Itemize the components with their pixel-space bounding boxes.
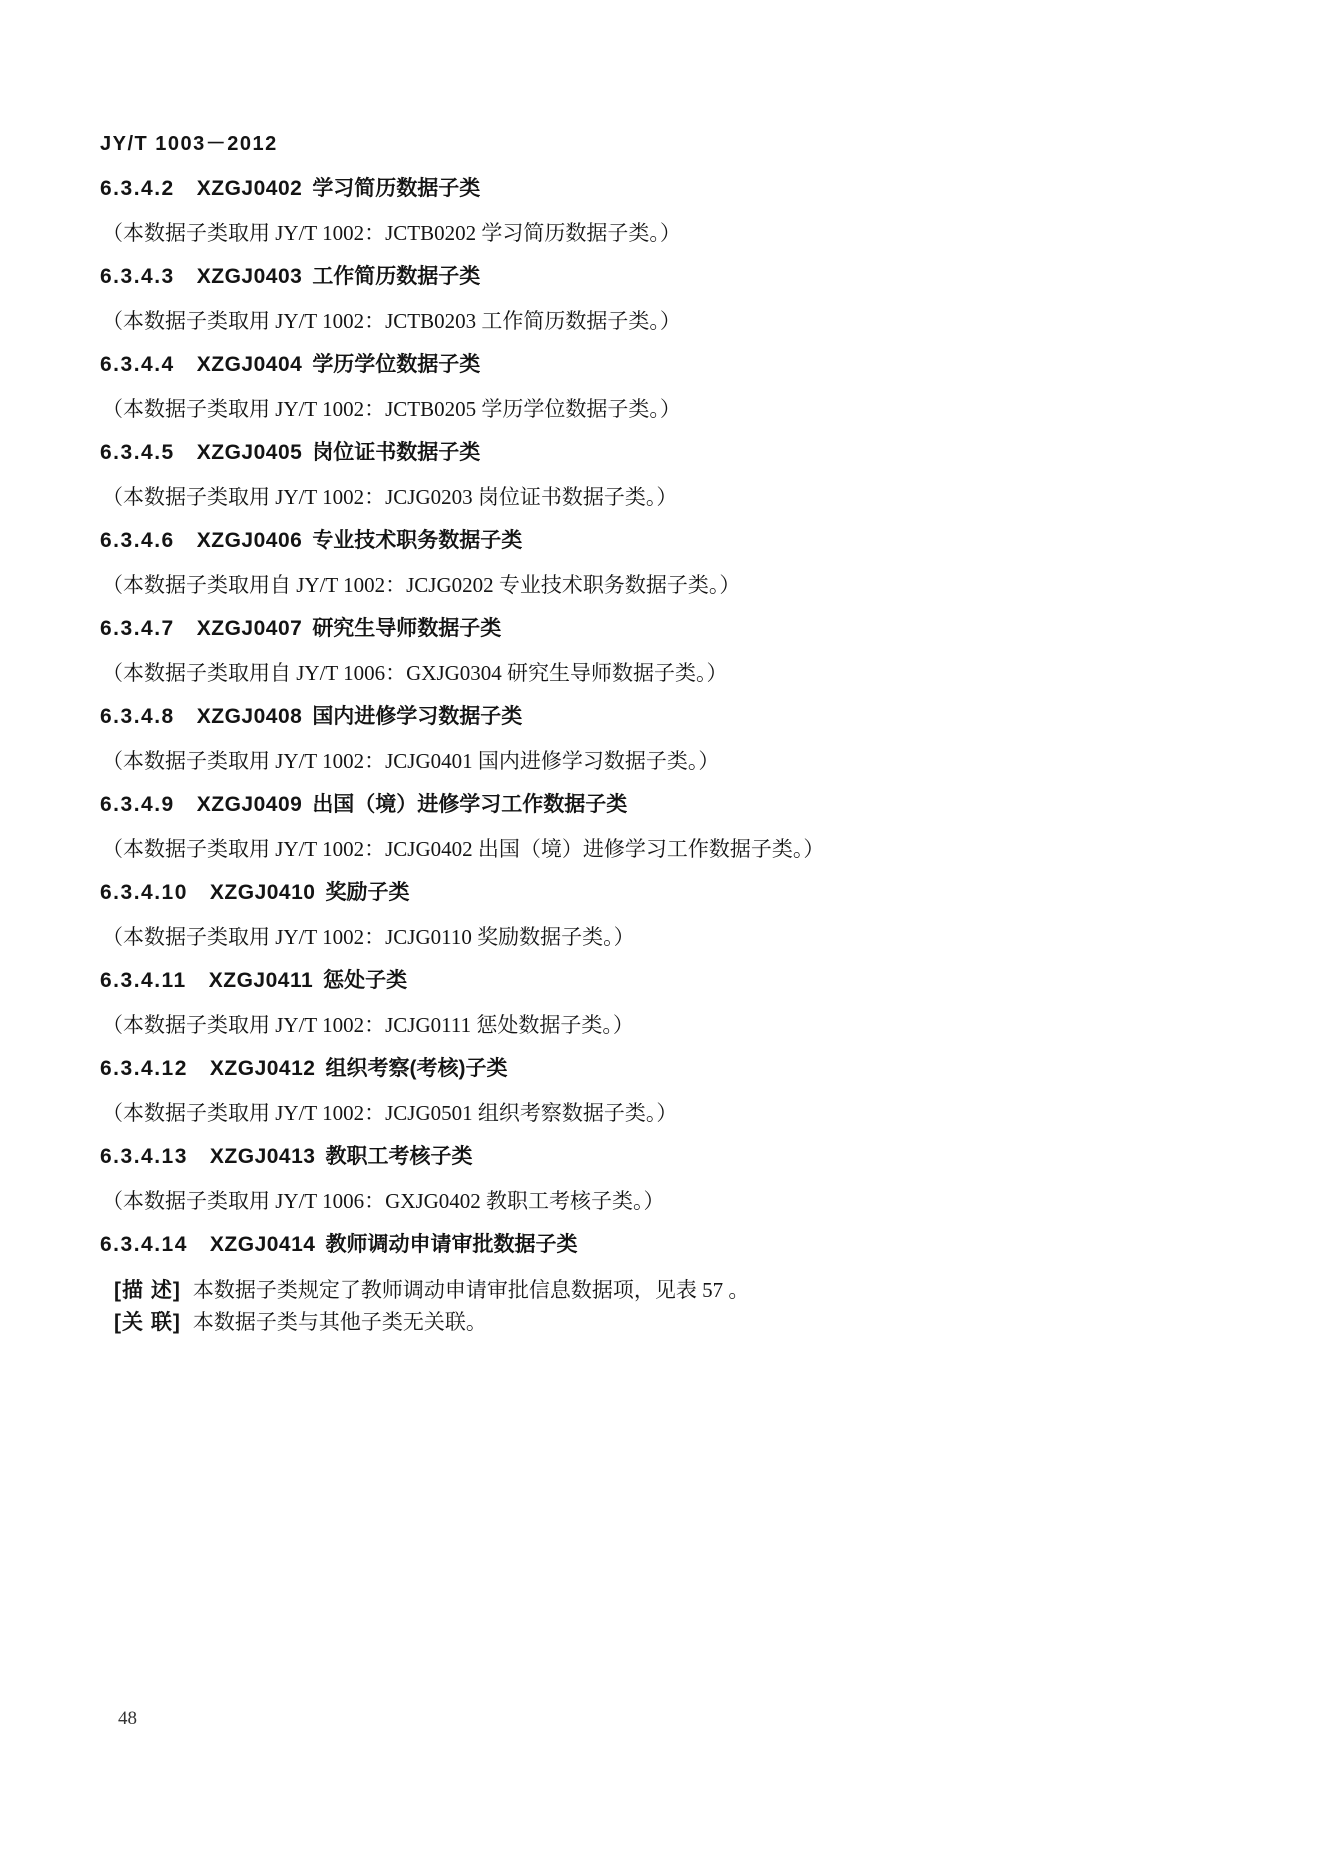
section-code: XZGJ0411	[208, 969, 314, 992]
section-code: XZGJ0403	[196, 265, 303, 288]
relation-label: [关 联]	[114, 1311, 181, 1334]
section-code: XZGJ0404	[196, 353, 303, 376]
section-title: 专业技术职务数据子类	[312, 529, 523, 552]
section	[100, 882, 1233, 948]
section-heading	[100, 794, 1233, 816]
section-number: 6.3.4.14	[100, 1233, 188, 1256]
section-number: 6.3.4.12	[100, 1057, 188, 1080]
section-code: XZGJ0413	[209, 1145, 316, 1168]
description-text: 本数据子类规定了教师调动申请审批信息数据项，见表 57 。	[192, 1278, 750, 1302]
section-number: 6.3.4.6	[100, 529, 175, 552]
section-title: 学习简历数据子类	[312, 177, 481, 200]
section-heading	[100, 266, 1233, 288]
section-note: （本数据子类取用 JY/T 1002：JCJG0203 岗位证书数据子类。）	[102, 485, 678, 509]
section-heading	[100, 1058, 1233, 1080]
section-heading	[100, 706, 1233, 728]
section-note: （本数据子类取用 JY/T 1002：JCJG0402 出国（境）进修学习工作数据子类。）	[102, 837, 825, 861]
section	[100, 706, 1233, 772]
section-title: 惩处子类	[323, 969, 408, 992]
section-title: 学历学位数据子类	[312, 353, 481, 376]
section	[100, 794, 1233, 860]
section-note: （本数据子类取用 JY/T 1002：JCTB0205 学历学位数据子类。）	[102, 397, 681, 421]
section	[100, 1146, 1233, 1212]
section-number: 6.3.4.7	[100, 617, 175, 640]
section-title: 奖励子类	[325, 881, 410, 904]
section-title: 教职工考核子类	[325, 1145, 473, 1168]
section	[100, 1058, 1233, 1124]
section-number: 6.3.4.10	[100, 881, 188, 904]
final-section	[100, 1234, 1233, 1332]
relation-line	[114, 1310, 1233, 1332]
section-number: 6.3.4.3	[100, 265, 175, 288]
sections-list	[100, 178, 1233, 1212]
section-note: （本数据子类取用自 JY/T 1006：GXJG0304 研究生导师数据子类。）	[102, 661, 728, 685]
section-code: XZGJ0409	[196, 793, 303, 816]
section-title: 岗位证书数据子类	[312, 441, 481, 464]
section-title: 工作简历数据子类	[312, 265, 481, 288]
section-note: （本数据子类取用 JY/T 1002：JCTB0202 学习简历数据子类。）	[102, 221, 681, 245]
section-number: 6.3.4.13	[100, 1145, 188, 1168]
section	[100, 530, 1233, 596]
section-code: XZGJ0402	[196, 177, 303, 200]
section-title: 研究生导师数据子类	[312, 617, 502, 640]
section	[100, 618, 1233, 684]
section	[100, 970, 1233, 1036]
section-note: （本数据子类取用 JY/T 1002：JCTB0203 工作简历数据子类。）	[102, 309, 681, 333]
section-code: XZGJ0407	[196, 617, 303, 640]
section-note: （本数据子类取用 JY/T 1002：JCJG0501 组织考察数据子类。）	[102, 1101, 678, 1125]
section-note: （本数据子类取用自 JY/T 1002：JCJG0202 专业技术职务数据子类。）	[102, 573, 741, 597]
section	[100, 178, 1233, 244]
section-code: XZGJ0408	[196, 705, 303, 728]
document-standard-number: JY/T 1003－2012	[100, 133, 278, 155]
section-heading	[100, 882, 1233, 904]
section-note: （本数据子类取用 JY/T 1002：JCJG0111 惩处数据子类。）	[102, 1013, 634, 1037]
section-note: （本数据子类取用 JY/T 1002：JCJG0401 国内进修学习数据子类。）	[102, 749, 720, 773]
section-heading	[100, 1146, 1233, 1168]
section-title: 组织考察(考核)子类	[325, 1057, 508, 1080]
section	[100, 354, 1233, 420]
section-number: 6.3.4.4	[100, 353, 175, 376]
section-note: （本数据子类取用 JY/T 1006：GXJG0402 教职工考核子类。）	[102, 1189, 665, 1213]
section	[100, 442, 1233, 508]
section-title: 国内进修学习数据子类	[312, 705, 523, 728]
section-number: 6.3.4.11	[100, 969, 187, 992]
section-note: （本数据子类取用 JY/T 1002：JCJG0110 奖励数据子类。）	[102, 925, 635, 949]
section-heading	[100, 970, 1233, 992]
section-number: 6.3.4.9	[100, 793, 175, 816]
section-number: 6.3.4.8	[100, 705, 175, 728]
section-code: XZGJ0406	[196, 529, 303, 552]
section-heading	[100, 354, 1233, 376]
section-heading	[100, 178, 1233, 200]
section-code: XZGJ0412	[209, 1057, 316, 1080]
relation-text: 本数据子类与其他子类无关联。	[192, 1310, 487, 1334]
section-heading	[100, 530, 1233, 552]
page-number: 48	[118, 1708, 137, 1729]
description-label: [描 述]	[114, 1279, 181, 1302]
section-title: 教师调动申请审批数据子类	[325, 1233, 578, 1256]
section-heading	[100, 618, 1233, 640]
section-heading	[100, 442, 1233, 464]
description-line	[114, 1278, 1233, 1300]
section-code: XZGJ0414	[209, 1233, 316, 1256]
section-code: XZGJ0405	[196, 441, 303, 464]
section-heading	[100, 1234, 1233, 1256]
section-number: 6.3.4.5	[100, 441, 175, 464]
section-code: XZGJ0410	[209, 881, 316, 904]
section	[100, 266, 1233, 332]
section-title: 出国（境）进修学习工作数据子类	[312, 793, 628, 816]
section-number: 6.3.4.2	[100, 177, 175, 200]
